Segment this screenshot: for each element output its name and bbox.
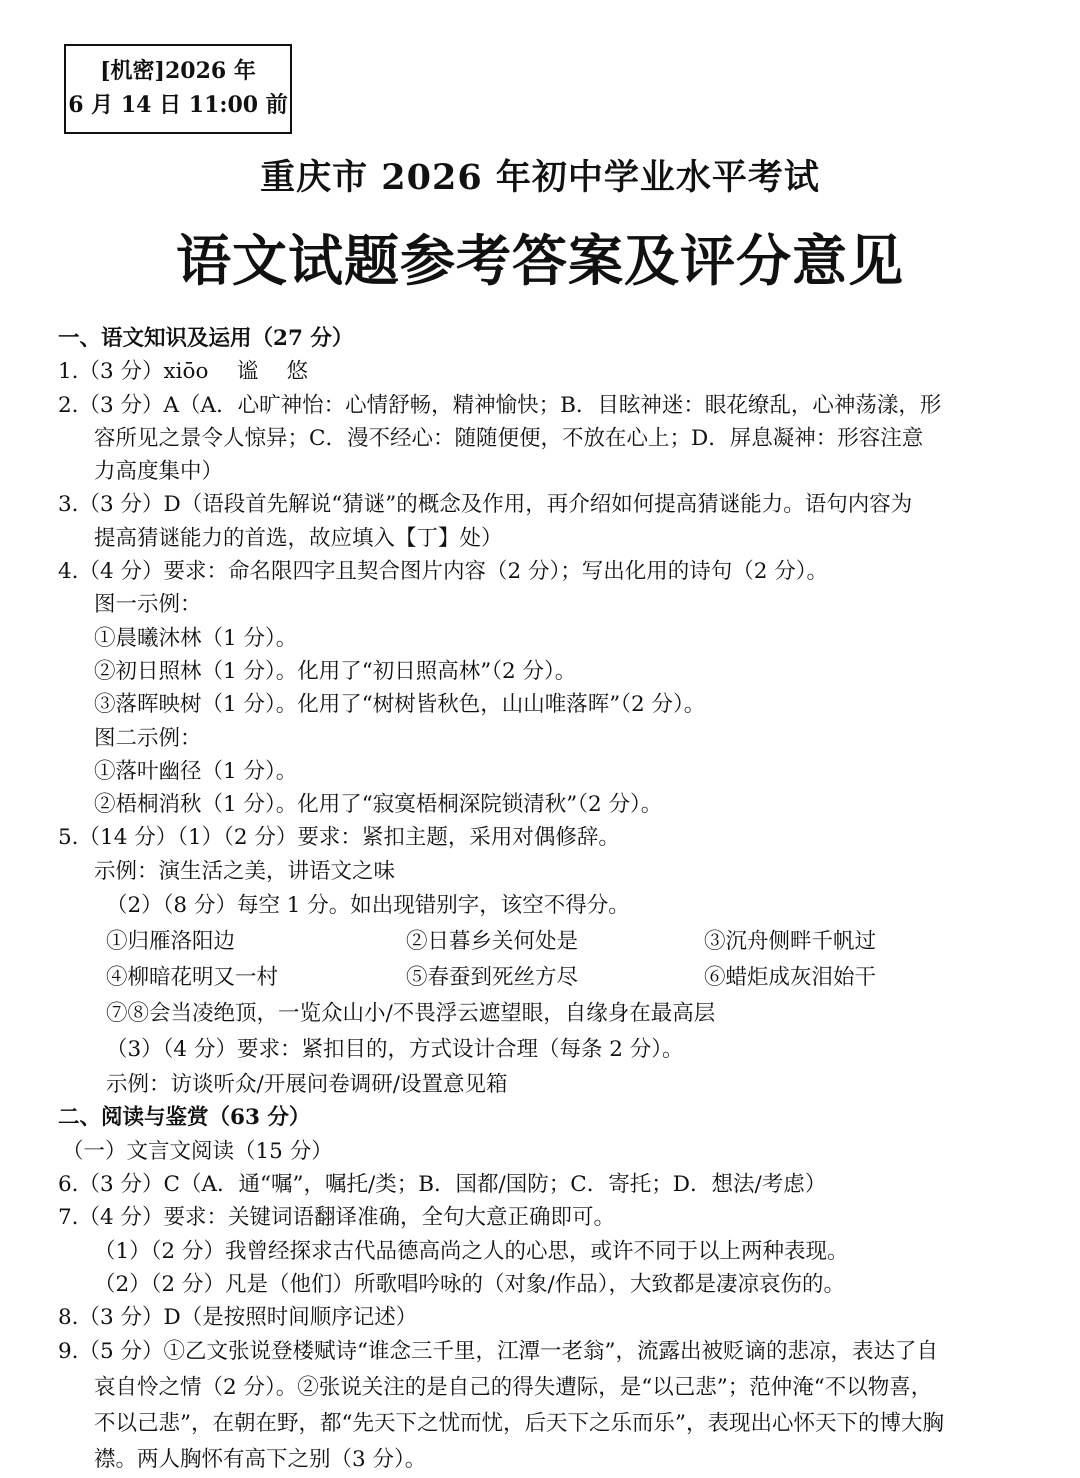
answer-q4-line1: 4.（4 分）要求：命名限四字且契合图片内容（2 分）；写出化用的诗句（2 分）。 [58,559,829,585]
answer-q5-row2 [58,960,1054,996]
answer-q9-line3: 不以己悲”，在朝在野，都“先天下之忧而忧，后天下之乐而乐”，表现出心怀天下的博大胸 [94,1411,944,1437]
confidential-line-2: 6 月 14 日 11:00 前 [68,92,288,118]
exam-title: 重庆市 2026 年初中学业水平考试 [260,157,820,198]
answer-q5-line3: （2）（8 分）每空 1 分。如出现错别字，该空不得分。 [106,893,630,919]
answer-q5-row1 [58,924,1054,960]
answer-q4-figure2-example1: ①落叶幽径（1 分）。 [94,758,298,784]
answer-q7-line1: 7.（4 分）要求：关键词语翻译准确，全句大意正确即可。 [58,1205,616,1231]
answer-q6: 6.（3 分）C（A．通“嘱”，嘱托/类；B．国都/国防；C．寄托；D．想法/考虑） [58,1171,827,1197]
answer-q9-line2: 哀自怜之情（2 分）。②张说关注的是自己的得失遭际，是“以己悲”；范仲淹“不以物喜， [94,1375,933,1401]
section-heading-1: 一、语文知识及运用（27 分） [58,326,354,351]
confidential-notice-box [64,44,292,134]
answer-q2-line1: 2.（3 分）A（A．心旷神怡：心情舒畅，精神愉快；B．目眩神迷：眼花缭乱，心神荡漾，形 [58,392,942,418]
answer-q7-line2: （1）（2 分）我曾经探求古代品德高尚之人的心思，或许不同于以上两种表现。 [94,1238,849,1264]
answer-q5-line5: （3）（4 分）要求：紧扣目的，方式设计合理（每条 2 分）。 [106,1037,684,1063]
answer-q5-line6: 示例：访谈听众/开展问卷调研/设置意见箱 [106,1072,508,1098]
answer-q5-line2: 示例：演生活之美，讲语文之味 [94,858,396,884]
answer-q5-line1: 5.（14 分）（1）（2 分）要求：紧扣主题，采用对偶修辞。 [58,825,620,851]
answer-q4-figure1-example1: ①晨曦沐林（1 分）。 [94,625,298,651]
subsection-heading-classical: （一）文言文阅读（15 分） [62,1138,333,1164]
document-title: 语文试题参考答案及评分意见 [175,228,904,293]
answer-q9-line1: 9.（5 分）①乙文张说登楼赋诗“谁念三千里，江潭一老翁”，流露出被贬谪的悲凉，表达了自 [58,1339,939,1365]
section-heading-2: 二、阅读与鉴赏（63 分） [58,1105,311,1131]
answer-q5-blank4: ④柳暗花明又一村 [106,965,279,991]
answer-q4-figure2-example2: ②梧桐消秋（1 分）。化用了“寂寞梧桐深院锁清秋”（2 分）。 [94,792,663,818]
answer-q1: 1.（3 分）xiōo 谧 悠 [58,359,309,385]
answer-q2-line3: 力高度集中） [94,459,224,485]
answer-q5-blank5: ⑤春蚕到死丝方尽 [406,965,579,991]
answer-q4-figure1-label: 图一示例： [94,592,202,618]
answer-q2-line2: 容所见之景令人惊异；C．漫不经心：随随便便，不放在心上；D．屏息凝神：形容注意 [94,425,924,451]
confidential-line-1: [机密]2026 年 [100,58,256,84]
answer-q5-blank6: ⑥蜡炬成灰泪始干 [704,965,877,991]
answer-q5-blank3: ③沉舟侧畔千帆过 [704,929,877,955]
answer-q5-blank1: ①归雁洛阳边 [106,929,236,955]
answer-q5-blank2: ②日暮乡关何处是 [406,929,579,955]
answer-q5-line4: ⑦⑧会当凌绝顶，一览众山小/不畏浮云遮望眼，自缘身在最高层 [106,1001,716,1027]
answer-q7-line3: （2）（2 分）凡是（他们）所歌唱吟咏的（对象/作品），大致都是凄凉哀伤的。 [94,1271,845,1297]
answer-q3-line2: 提高猜谜能力的首选，故应填入【丁】处） [94,525,503,551]
answer-q8: 8.（3 分）D（是按照时间顺序记述） [58,1305,418,1331]
answer-q4-figure2-label: 图二示例： [94,725,202,751]
answer-q4-figure1-example2: ②初日照林（1 分）。化用了“初日照高林”（2 分）。 [94,658,577,684]
answer-q4-figure1-example3: ③落晖映树（1 分）。化用了“树树皆秋色，山山唯落晖”（2 分）。 [94,692,706,718]
answer-q3-line1: 3.（3 分）D（语段首先解说“猜谜”的概念及作用，再介绍如何提高猜谜能力。语句内容为 [58,492,913,518]
answer-q9-line4: 襟。两人胸怀有高下之别（3 分）。 [94,1447,427,1473]
answer-content [58,322,1054,1478]
